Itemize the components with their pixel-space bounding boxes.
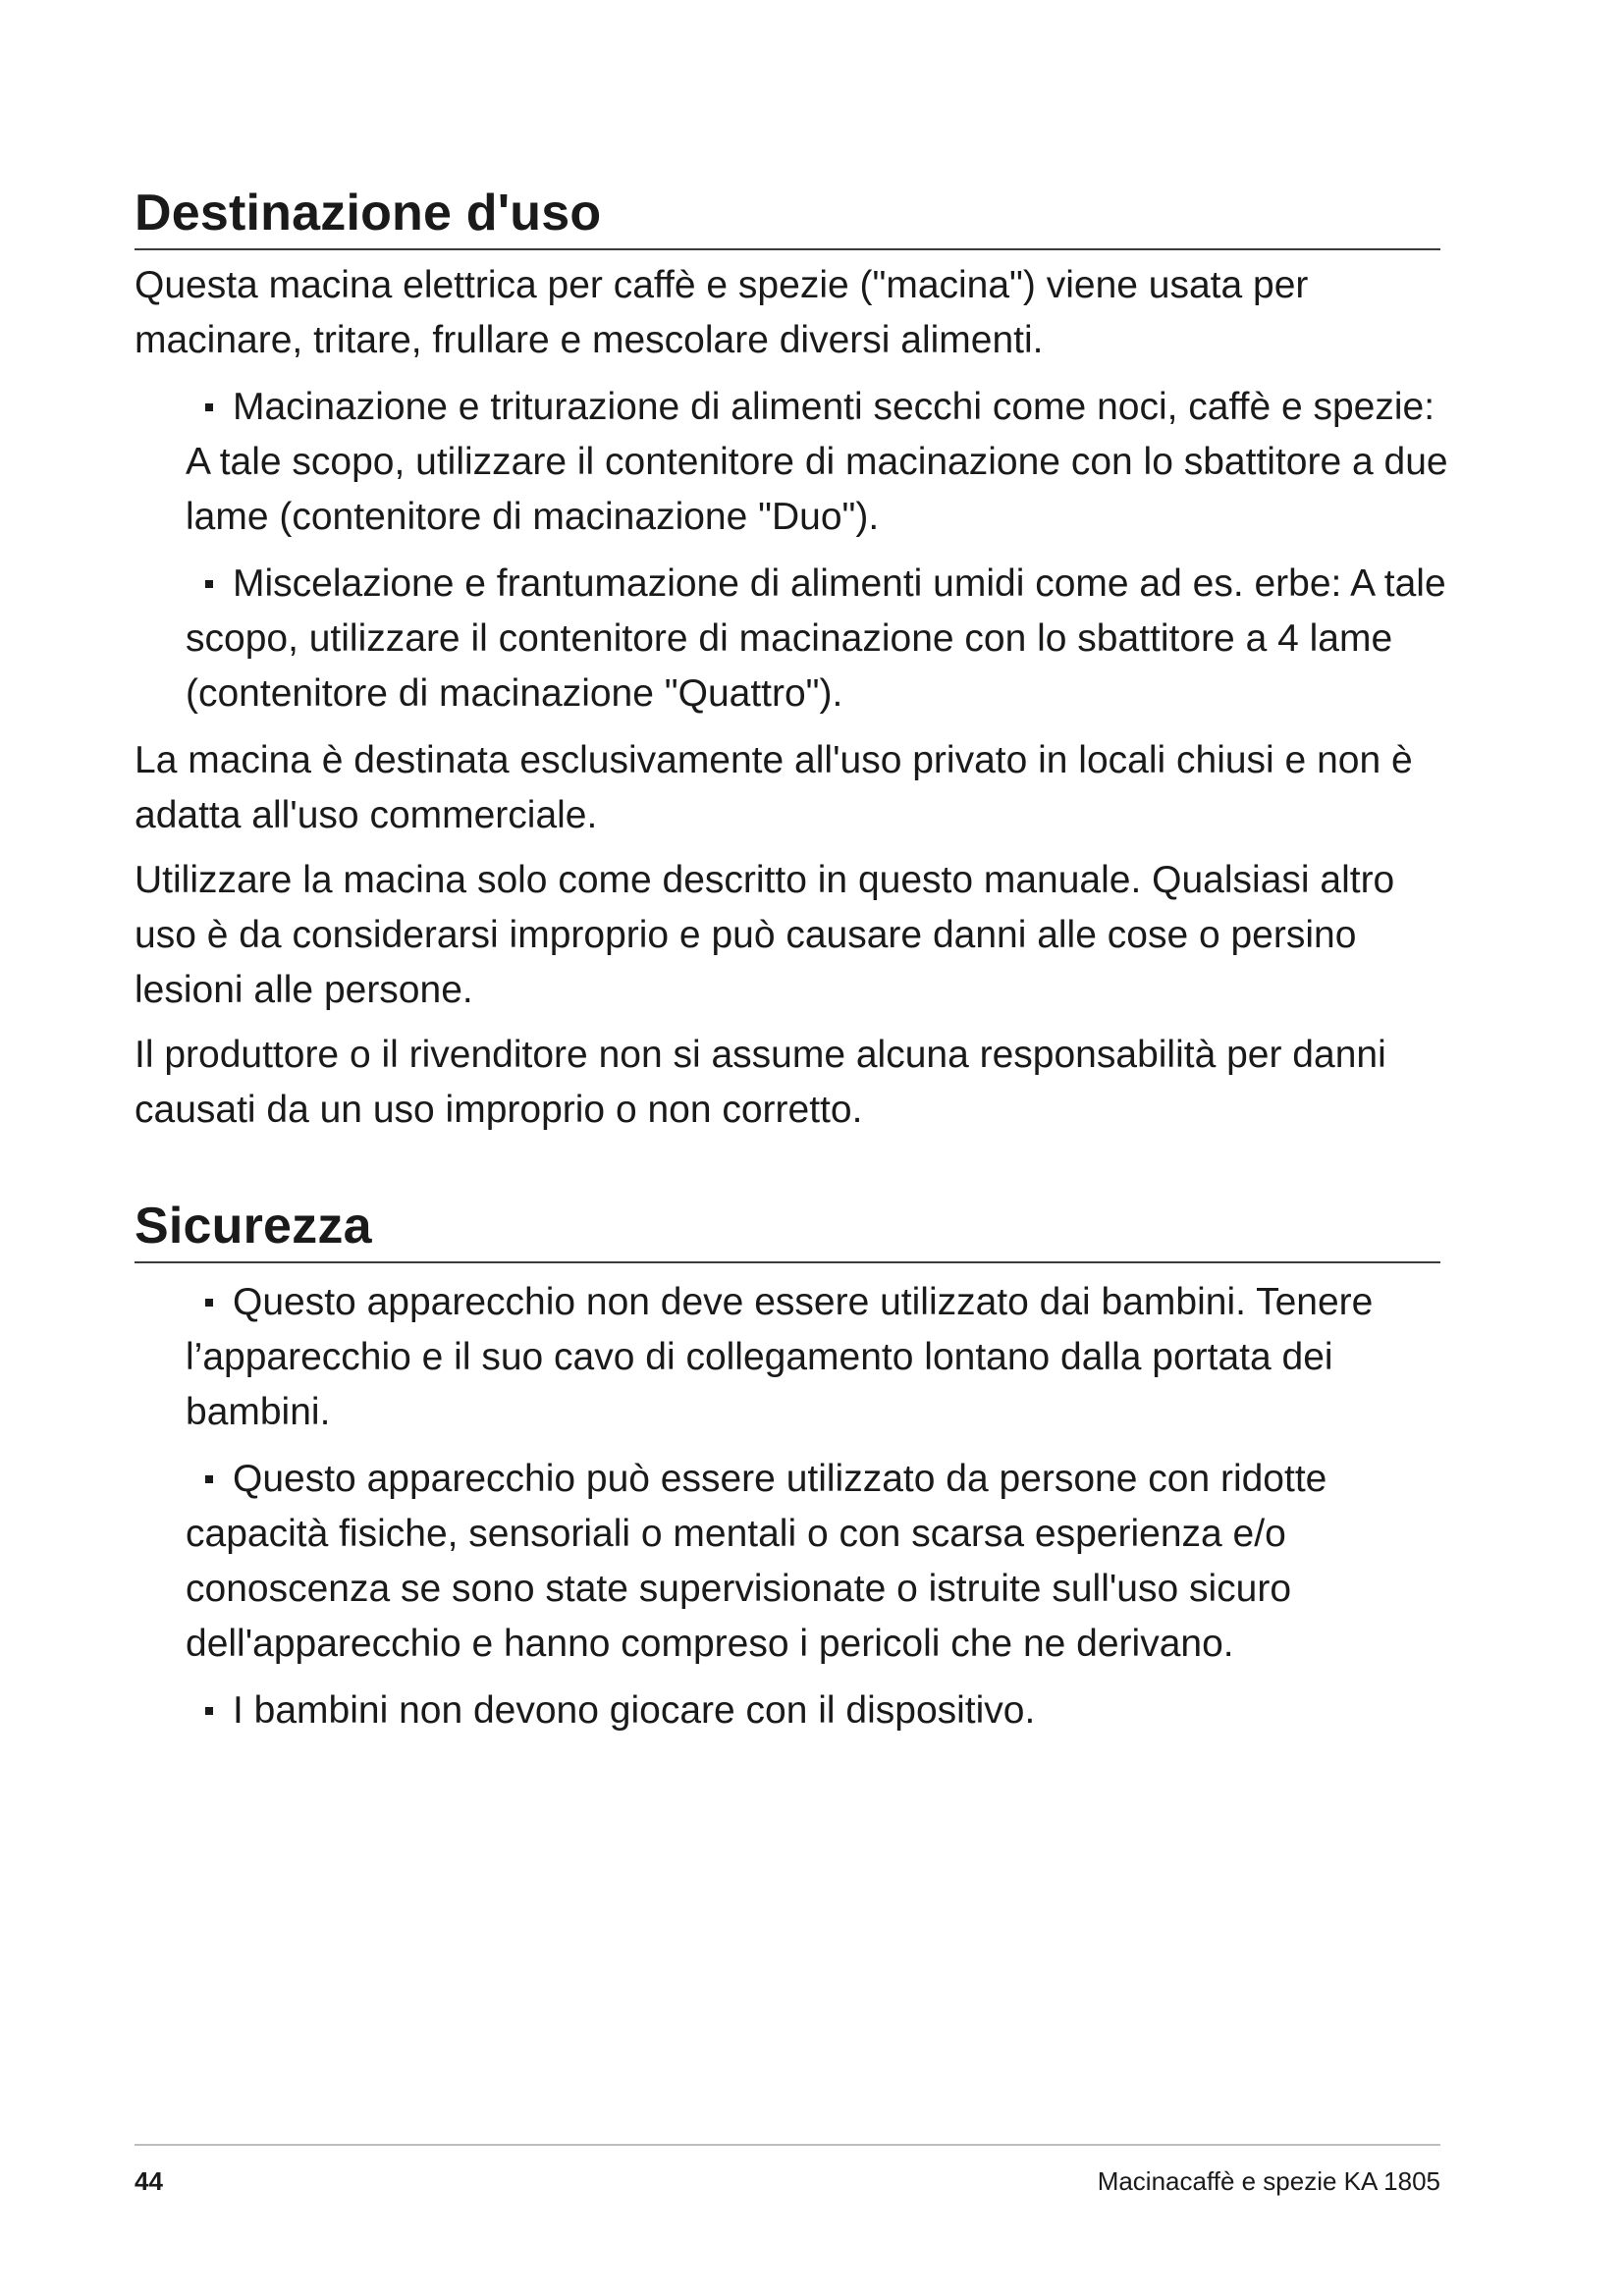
list-item-text: Questo apparecchio può essere utilizzato da persone con ridotte capacità fisiche, sensoriali o mentali o con scarsa esperienza e/o conoscenza se sono state supervisionate o istruite sull'uso sicuro dell'apparecchio e hanno compreso i pericoli che ne derivano. xyxy=(186,1458,1327,1665)
section-title-intended-use: Destinazione d'uso xyxy=(135,182,1440,250)
list-item xyxy=(135,1683,1450,1738)
liability-paragraph: Il produttore o il rivenditore non si assume alcuna responsabilità per danni causati da un uso improprio o non corretto. xyxy=(135,1034,1386,1131)
private-use-paragraph: La macina è destinata esclusivamente all'uso privato in locali chiusi e non è adatta all'uso commerciale. xyxy=(135,739,1413,836)
section-title-safety: Sicurezza xyxy=(135,1195,1440,1263)
list-item-text: Miscelazione e frantumazione di alimenti umidi come ad es. erbe: A tale scopo, utilizzare il contenitore di macinazione con lo sbattitore a 4 lame (contenitore di macinazione "Quattro"). xyxy=(186,562,1446,715)
list-item-text: Macinazione e triturazione di alimenti secchi come noci, caffè e spezie: A tale scopo, utilizzare il contenitore di macinazione con lo sbattitore a due lame (contenitore di macinazione "Duo"). xyxy=(186,386,1448,538)
list-item xyxy=(135,1452,1450,1672)
page-number: 44 xyxy=(135,2166,163,2196)
list-item xyxy=(135,380,1450,545)
list-item xyxy=(135,1275,1450,1440)
intended-use-intro: Questa macina elettrica per caffè e spezie ("macina") viene usata per macinare, tritare, frullare e mescolare diversi alimenti. xyxy=(135,264,1309,361)
footer-product-title: Macinacaffè e spezie KA 1805 xyxy=(1097,2166,1440,2196)
list-item-text: Questo apparecchio non deve essere utilizzato dai bambini. Tenere l’apparecchio e il suo cavo di collegamento lontano dalla portata dei bambini. xyxy=(186,1281,1374,1433)
intended-use-list xyxy=(135,380,1448,721)
list-item-text: I bambini non devono giocare con il dispositivo. xyxy=(233,1689,1036,1732)
list-item xyxy=(135,557,1450,721)
page-content xyxy=(135,182,1448,1750)
safety-list xyxy=(135,1275,1440,1738)
manual-use-paragraph: Utilizzare la macina solo come descritto in questo manuale. Qualsiasi altro uso è da considerarsi improprio e può causare danni alle cose o persino lesioni alle persone. xyxy=(135,859,1395,1011)
footer-divider xyxy=(135,2144,1440,2146)
